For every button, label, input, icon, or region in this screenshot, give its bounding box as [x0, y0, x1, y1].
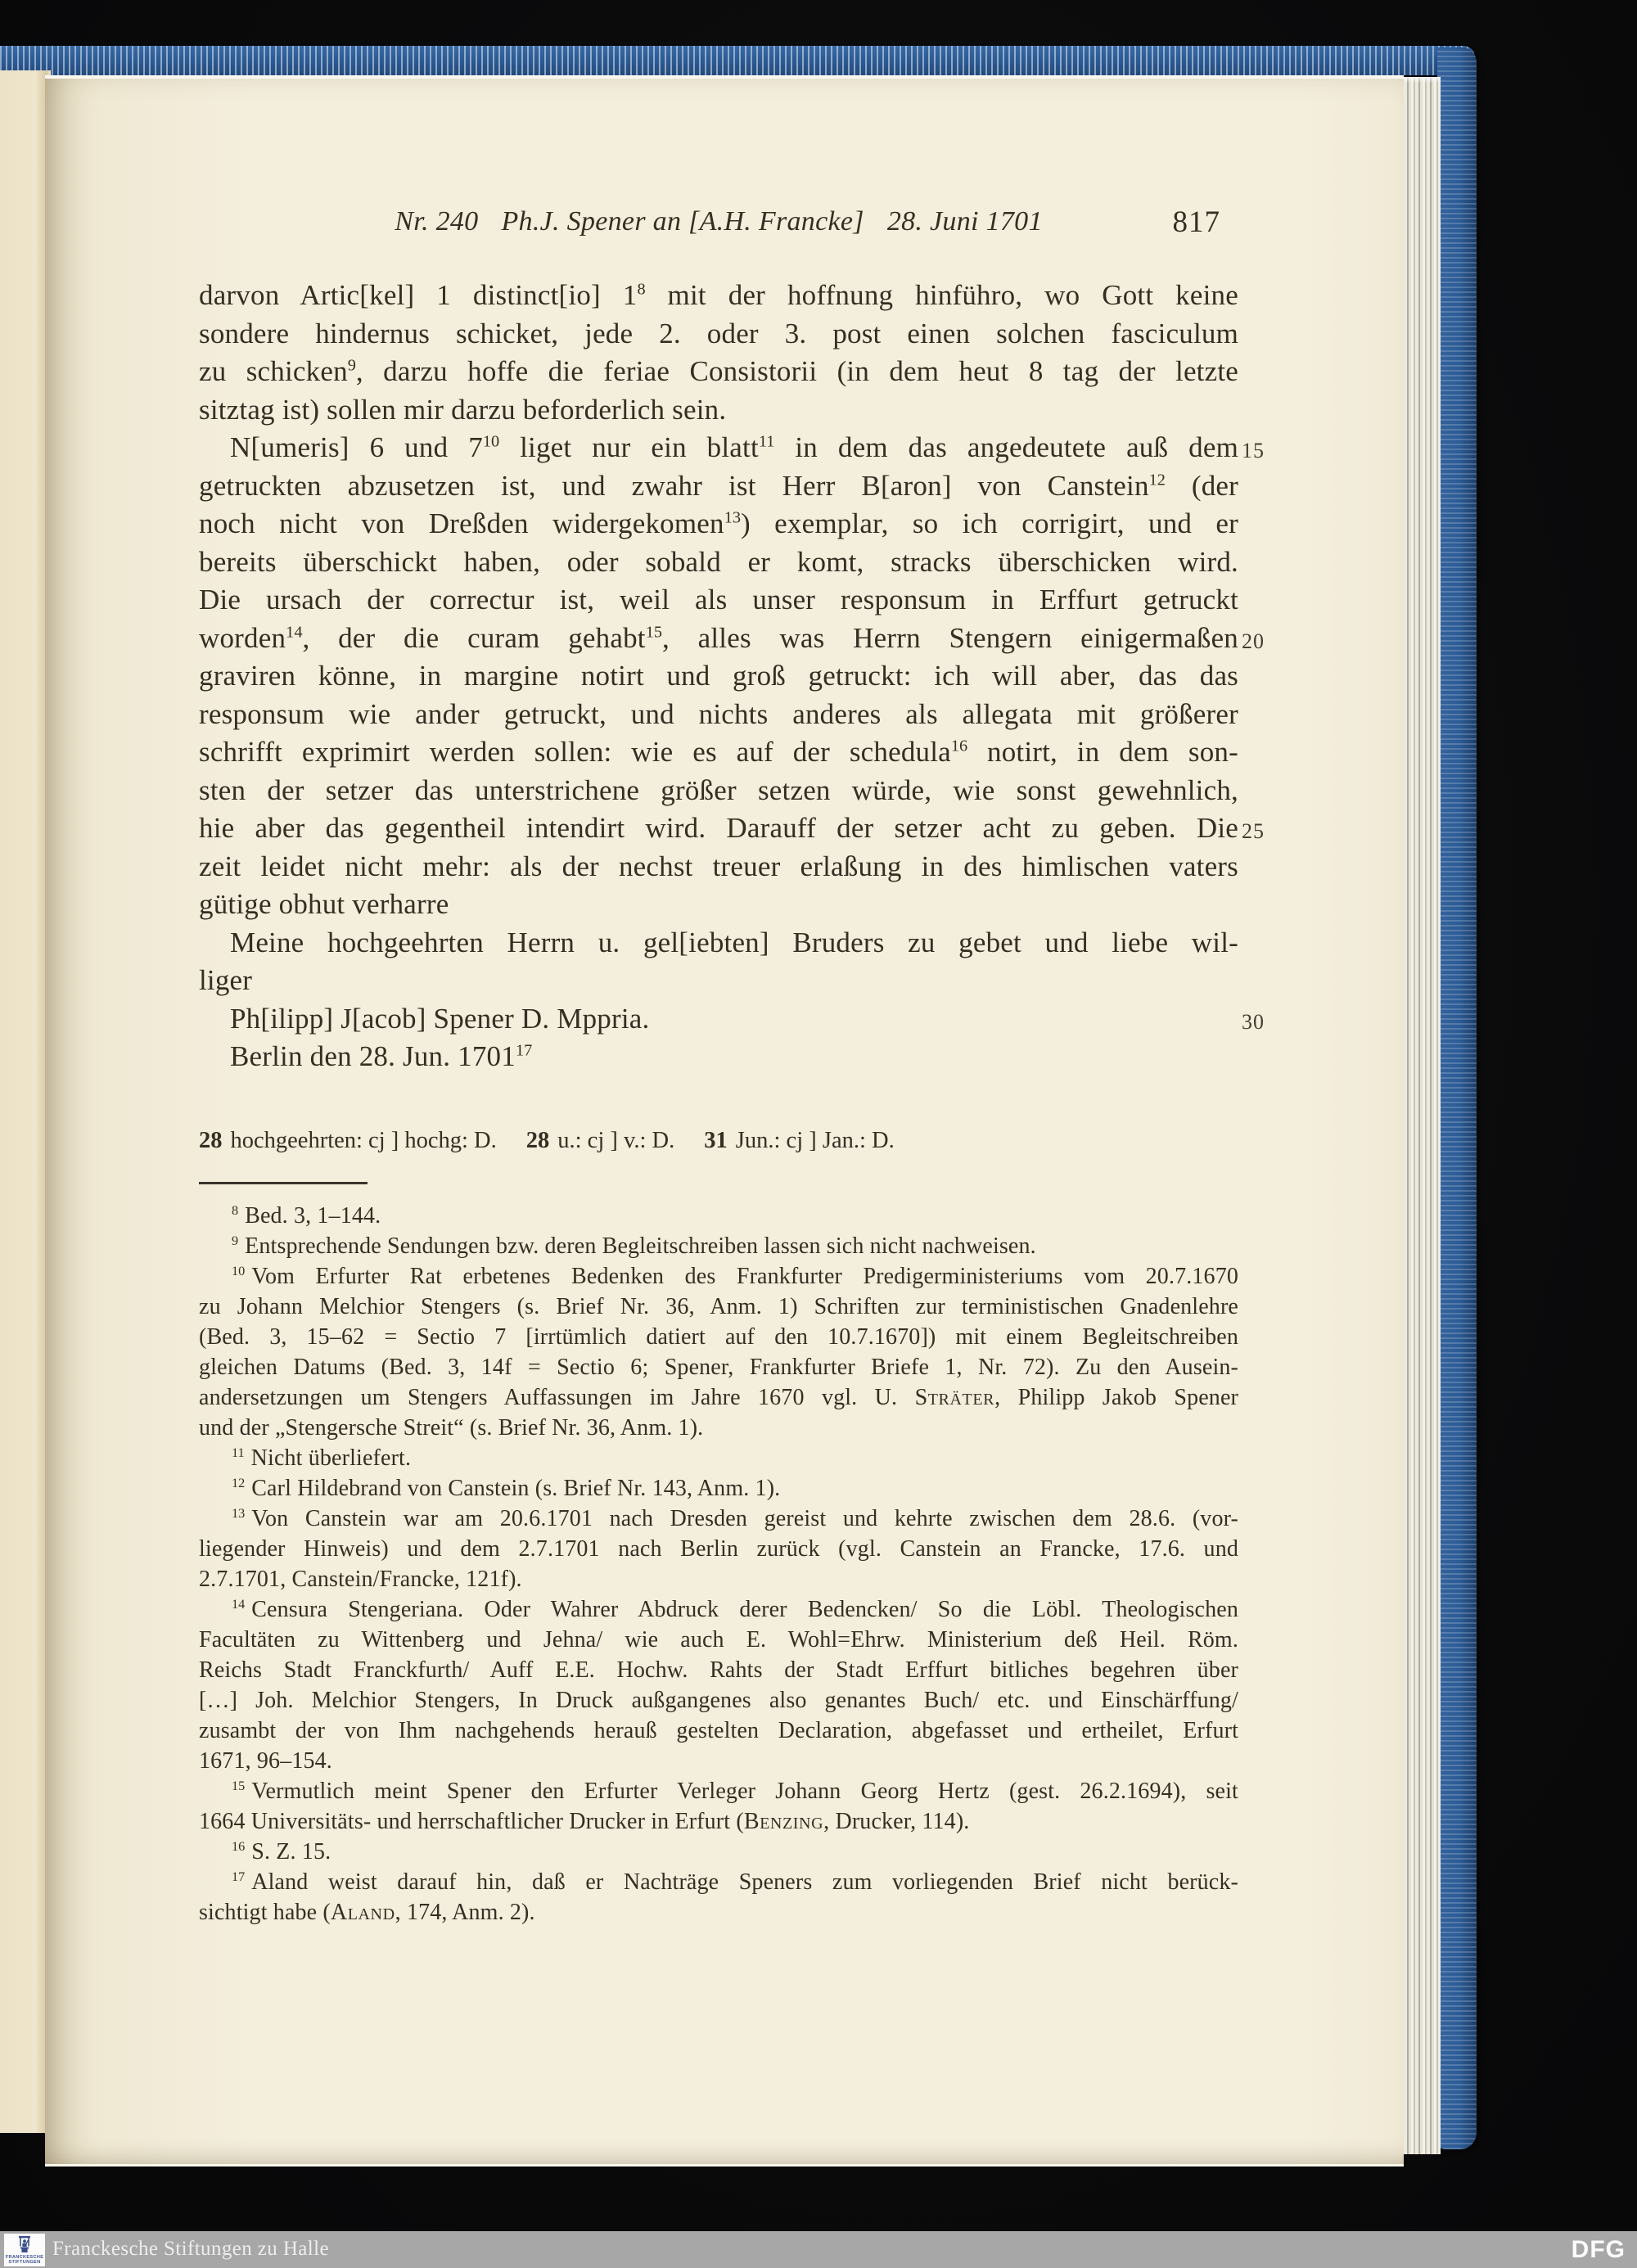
letter-line: worden$^{14}$, der die curam gehabt$^{15}$, alles was Herrn Stengern einigermaßen	[199, 621, 1239, 654]
book-page	[45, 75, 1404, 2167]
letter-line: N[umeris] 6 und $7^{10}$ liget nur ein blatt$^{11}$ in dem das angedeutete auß dem	[230, 431, 1238, 463]
footnote-line: Reichs Stadt Franckfurth/ Auff E.E. Hochw. Rahts der Stadt Erffurt bitliches begehren über	[199, 1657, 1238, 1683]
letter-line: Meine hochgeehrten Herrn u. gel[iebten] Bruders zu gebet und liebe wil-	[230, 926, 1238, 958]
footnotes-block	[199, 1203, 1238, 1930]
critical-apparatus	[199, 1128, 1238, 1154]
letter-line: Die ursach der correctur ist, weil als unser responsum in Erffurt getruckt	[199, 584, 1238, 615]
letter-number: Nr. 240	[395, 206, 479, 237]
apparatus-entry: 28 u.: cj ] v.: D.	[525, 1128, 675, 1153]
footnote-line: $^{10}$ Vom Erfurter Rat erbetenes Bedenken des Frankfurter Predigerministeriums vom 20.7.1670	[232, 1263, 1238, 1289]
footnote-line: gleichen Datums (Bed. 3, 14f = Sectio 6; Spener, Frankfurter Briefe 1, Nr. 72). Zu den Ausein-	[199, 1355, 1238, 1380]
margin-line-number: 20	[1242, 629, 1265, 653]
footnote-line: zusambt der von Ihm nachgehends herauß gestelten Declaration, abgefasset und ertheilet, Erfurt	[199, 1718, 1238, 1743]
letter-line: getruckten abzusetzen ist, und zwahr ist Herr B[aron] von Canstein$^{12}$ (der	[199, 469, 1238, 502]
footnote-line: (Bed. 3, 15–62 = Sectio 7 [irrtümlich datiert auf den 10.7.1670]) mit einem Begleitschreiben	[199, 1324, 1238, 1350]
book-cover-right-edge	[1437, 47, 1477, 2149]
letter-line: gütige obhut verharre	[199, 888, 449, 920]
letter-line: schrifft exprimirt werden sollen: wie es auf der schedula$^{16}$ notirt, in dem son-	[199, 736, 1238, 768]
letter-line: zeit leidet nicht mehr: als der nechst treuer erlaßung in des himlischen vaters	[199, 850, 1238, 882]
footnote-line: $^8$ Bed. 3, 1–144.	[232, 1202, 381, 1229]
underlying-page-sliver	[0, 70, 51, 2133]
running-header	[199, 206, 1238, 242]
letter-line: sten der setzer das unterstrichene größer setzen würde, wie sonst gewehnlich,	[199, 773, 1238, 806]
footnote-line: $^{17}$ Aland weist darauf hin, daß er Nachträge Speners zum vorliegenden Brief nicht berück-	[232, 1869, 1238, 1895]
letter-line: sitztag ist) sollen mir darzu beforderlich sein.	[199, 393, 727, 426]
apparatus-entry: 28 hochgeehrten: cj ] hochg: D.	[199, 1128, 497, 1153]
franckesche-stiftungen-logo[interactable]	[4, 2234, 45, 2266]
page-number: 817	[1172, 205, 1220, 239]
footnote-line: sichtigt habe (Aland, 174, Anm. 2).	[199, 1900, 535, 1925]
footnote-line: $^{16}$ S. Z. 15.	[232, 1838, 331, 1864]
margin-line-number: 25	[1242, 819, 1265, 843]
francke-monument-icon	[18, 2236, 31, 2254]
footnote-line: 1671, 96–154.	[199, 1748, 332, 1774]
footnote-line: 1664 Universitäts- und herrschaftlicher Drucker in Erfurt (Benzing, Drucker, 114).	[199, 1809, 970, 1834]
letter-line: Ph[ilipp] J[acob] Spener D. Mppria.	[230, 1002, 650, 1035]
letter-date: 28. Juni 1701	[886, 206, 1043, 237]
letter-line: noch nicht von Dreßden widergekomen$^{13}$) exemplar, so ich corrigirt, und er	[199, 507, 1238, 539]
letter-line: sondere hindernus schicket, jede 2. oder 3. post einen solchen fasciculum	[199, 317, 1238, 349]
footnote-line: $^9$ Entsprechende Sendungen bzw. deren Begleitschreiben lassen sich nicht nachweisen.	[232, 1233, 1036, 1259]
book-cover-top-edge	[0, 46, 1475, 75]
logo-caption-line1: FRANCKESCHE	[5, 2255, 44, 2260]
footnote-line: $^{14}$ Censura Stengeriana. Oder Wahrer Abdruck derer Bedencken/ So die Löbl. Theologischen	[232, 1596, 1238, 1622]
letter-line: darvon Artic[kel] 1 distinct[io] $1^8$ mit der hoffnung hinführo, wo Gott keine	[199, 279, 1238, 311]
footnote-line: andersetzungen um Stengers Auffassungen im Jahre 1670 vgl. U. Sträter, Philipp Jakob Spener	[199, 1385, 1238, 1410]
logo-caption-line2: STIFTUNGEN	[8, 2260, 41, 2265]
footnote-line: 2.7.1701, Canstein/Francke, 121f).	[199, 1567, 522, 1592]
footnote-line: $^{15}$ Vermutlich meint Spener den Erfurter Verleger Johann Georg Hertz (gest. 26.2.1694), seit	[232, 1778, 1238, 1804]
letter-line: liger	[199, 964, 253, 996]
page-edges-stack	[1400, 77, 1441, 2154]
letter-correspondents: Ph.J. Spener an [A.H. Francke]	[501, 206, 864, 237]
letter-line: Berlin den 28. Jun. 1701$^{17}$	[230, 1040, 533, 1072]
margin-line-number: 15	[1242, 439, 1265, 462]
apparatus-entry: 31 Jun.: cj ] Jan.: D.	[704, 1128, 895, 1153]
letter-reference	[199, 206, 1238, 237]
letter-line: hie aber das gegentheil intendirt wird. Darauff der setzer acht zu geben. Die	[199, 812, 1238, 844]
footnote-line: $^{12}$ Carl Hildebrand von Canstein (s. Brief Nr. 143, Anm. 1).	[232, 1475, 781, 1501]
footnote-separator-rule	[199, 1182, 368, 1184]
institution-name: Franckesche Stiftungen zu Halle	[52, 2238, 329, 2260]
footnote-line: und der „Stengersche Streit“ (s. Brief Nr. 36, Anm. 1).	[199, 1415, 704, 1441]
footnote-line: zu Johann Melchior Stengers (s. Brief Nr. 36, Anm. 1) Schriften zur terministischen Gnadenlehre	[199, 1294, 1238, 1319]
footnote-line: […] Joh. Melchior Stengers, In Druck außgangenes also genantes Buch/ etc. und Einschärffung/	[199, 1688, 1238, 1713]
footnote-line: liegender Hinweis) und dem 2.7.1701 nach Berlin zurück (vgl. Canstein an Francke, 17.6. und	[199, 1536, 1238, 1562]
margin-line-number: 30	[1242, 1009, 1265, 1034]
dfg-logo[interactable]: DFG	[1571, 2236, 1626, 2263]
letter-body	[199, 279, 1238, 1079]
letter-line: graviren könne, in margine notirt und groß getruckt: ich will aber, das das	[199, 660, 1238, 692]
letter-line: responsum wie ander getruckt, und nichts anderes als allegata mit größerer	[199, 697, 1238, 730]
viewer-footer-bar	[0, 2231, 1637, 2268]
footnote-line: Facultäten zu Wittenberg und Jehna/ wie auch E. Wohl=Ehrw. Ministerium deß Heil. Röm.	[199, 1627, 1238, 1653]
footnote-line: $^{13}$ Von Canstein war am 20.6.1701 nach Dresden gereist und kehrte zwischen dem 28.6. (vor-	[232, 1505, 1238, 1531]
footnote-line: $^{11}$ Nicht überliefert.	[232, 1445, 412, 1471]
letter-line: bereits überschickt haben, oder sobald er komt, stracks überschicken wird.	[199, 545, 1238, 578]
letter-line: zu schicken$^9$, darzu hoffe die feriae Consistorii (in dem heut 8 tag der letzte	[199, 355, 1239, 387]
